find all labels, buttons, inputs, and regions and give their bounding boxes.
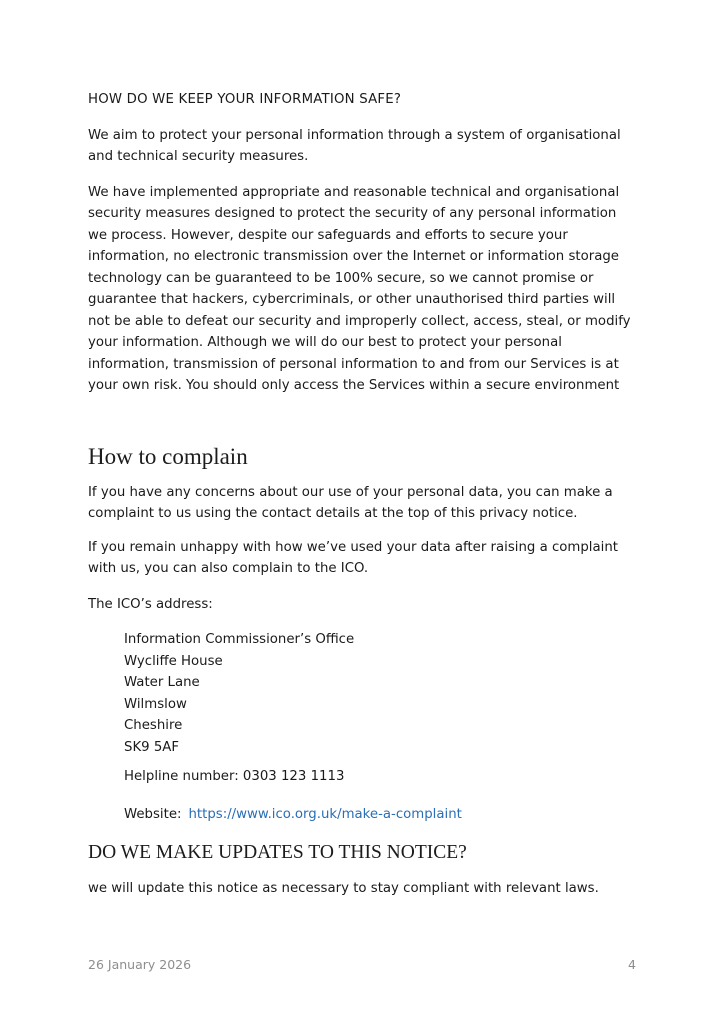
ico-complaint-link[interactable]: https://www.ico.org.uk/make-a-complaint: [188, 806, 462, 822]
heading-updates-to-notice: DO WE MAKE UPDATES TO THIS NOTICE?: [88, 842, 467, 863]
address-line: Wilmslow: [124, 696, 187, 712]
heading-how-to-complain: How to complain: [88, 443, 248, 469]
body-paragraph: We aim to protect your personal information through a system of organisational and technical security measures.: [88, 127, 621, 164]
body-paragraph: If you remain unhappy with how we’ve used your data after raising a complaint with us, you can also complain to the ICO.: [88, 539, 618, 576]
ico-address-block: [88, 629, 636, 758]
ico-address-intro: The ICO’s address:: [88, 596, 213, 612]
address-line: Wycliffe House: [124, 653, 223, 669]
address-line: Cheshire: [124, 718, 183, 733]
heading-keep-information-safe: HOW DO WE KEEP YOUR INFORMATION SAFE?: [88, 92, 402, 107]
page-footer: [88, 956, 636, 974]
helpline-number: Helpline number: 0303 123 1113: [124, 769, 345, 784]
body-paragraph: If you have any concerns about our use of your personal data, you can make a complaint to us using the contact details at the top of this privacy notice.: [88, 484, 613, 521]
body-paragraph: We have implemented appropriate and reasonable technical and organisational security measures designed to protect the security of any personal information we process. However, despite our safeguards and efforts to secure your information, no electronic transmission over the Internet or information storage technology can be guaranteed to be 100% secure, so we cannot promise or guarantee that hackers, cybercriminals, or other unauthorised third parties will not be able to defeat our security and improperly collect, access, steal, or modify your information. Although we will do our best to protect your personal information, transmission of personal information to and from our Services is at your own risk. You should only access the Services within a secure environment: [88, 184, 631, 393]
website-label: Website:: [124, 806, 182, 822]
body-paragraph: we will update this notice as necessary to stay compliant with relevant laws.: [88, 881, 599, 896]
footer-page-number: 4: [628, 957, 636, 972]
footer-date: 26 January 2026: [88, 957, 192, 972]
address-line: SK9 5AF: [124, 739, 180, 755]
website-line: [88, 804, 636, 826]
address-line: Water Lane: [124, 675, 200, 690]
address-line: Information Commissioner’s Office: [124, 632, 355, 647]
